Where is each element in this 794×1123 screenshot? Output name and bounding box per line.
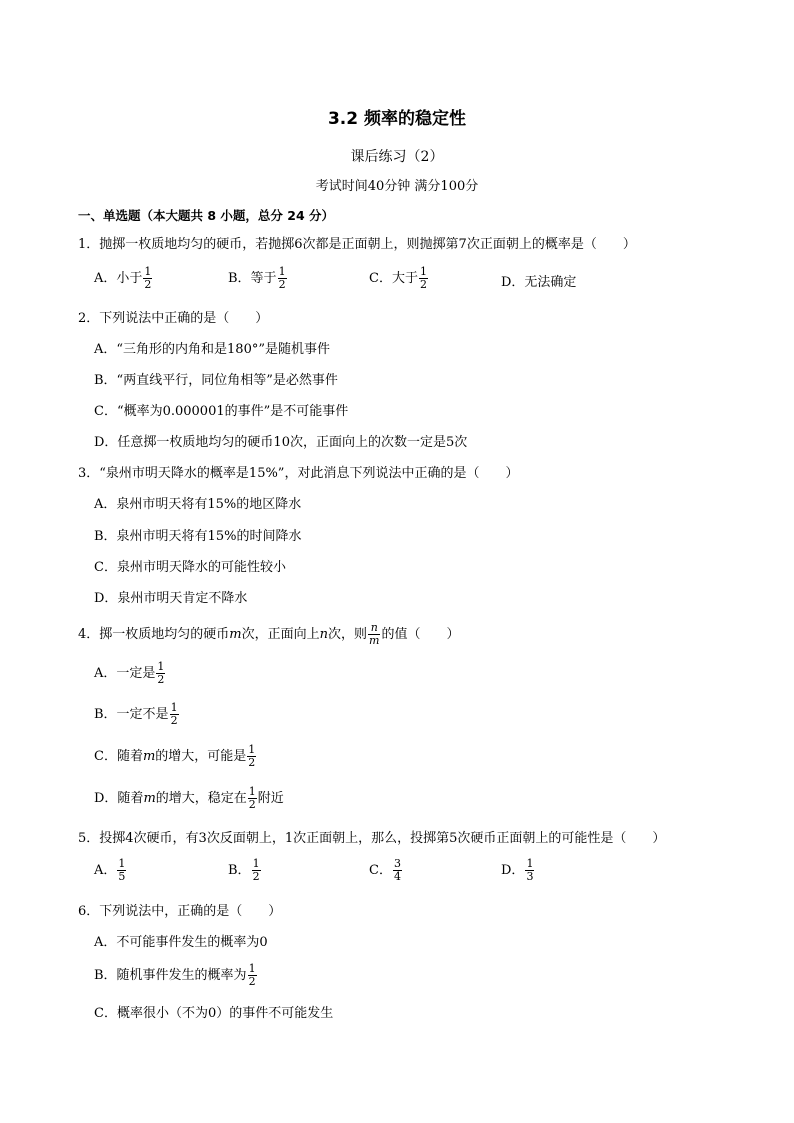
fraction-denominator: 2 bbox=[248, 798, 256, 811]
option-label: B．随机事件发生的概率为 bbox=[94, 968, 247, 983]
question-6-option-b bbox=[94, 963, 258, 988]
fraction-numerator: 1 bbox=[144, 265, 152, 278]
fraction-numerator: 1 bbox=[419, 265, 427, 278]
question-6-stem: 6．下列说法中，正确的是（ ） bbox=[78, 904, 282, 919]
fraction bbox=[248, 963, 257, 988]
question-4-stem bbox=[78, 622, 459, 647]
page-title: 3.2 频率的稳定性 bbox=[327, 109, 467, 129]
fraction-denominator: 3 bbox=[526, 870, 534, 883]
fraction bbox=[419, 266, 428, 291]
fraction bbox=[368, 622, 380, 647]
option-label: D．随着 bbox=[94, 791, 144, 806]
fraction-numerator: 1 bbox=[170, 701, 178, 714]
option-text: 附近 bbox=[257, 791, 284, 806]
fraction-denominator: 2 bbox=[278, 278, 286, 291]
question-2-stem: 2．下列说法中正确的是（ ） bbox=[78, 311, 269, 326]
question-1-option-b bbox=[228, 266, 288, 291]
question-2-option-c: C．“概率为0.000001的事件”是不可能事件 bbox=[94, 404, 349, 419]
stem-text: 的值（ ） bbox=[381, 627, 460, 642]
question-5-option-c bbox=[369, 858, 403, 883]
fraction-numerator: 1 bbox=[248, 962, 256, 975]
question-5-option-d bbox=[501, 858, 535, 883]
fraction-denominator: 2 bbox=[419, 278, 427, 291]
question-4-option-d bbox=[94, 786, 284, 811]
option-label: C．大于 bbox=[369, 271, 418, 286]
fraction-numerator: n bbox=[370, 621, 378, 634]
question-3-option-d: D．泉州市明天肯定不降水 bbox=[94, 591, 248, 606]
option-label: A． bbox=[94, 863, 117, 878]
fraction-denominator: m bbox=[369, 634, 380, 647]
fraction bbox=[248, 786, 257, 811]
question-5-option-b bbox=[228, 858, 262, 883]
question-1-option-a bbox=[94, 266, 153, 291]
question-3-option-a: A．泉州市明天将有15%的地区降水 bbox=[94, 497, 302, 512]
fraction-denominator: 4 bbox=[393, 870, 401, 883]
question-1-stem: 1．抛掷一枚质地均匀的硬币，若抛掷6次都是正面朝上，则抛掷第7次正面朝上的概率是（ ） bbox=[78, 237, 636, 252]
fraction bbox=[156, 661, 165, 686]
fraction-denominator: 2 bbox=[170, 714, 178, 727]
option-label: B． bbox=[228, 863, 251, 878]
fraction bbox=[143, 266, 152, 291]
option-label: B．一定不是 bbox=[94, 707, 169, 722]
fraction-denominator: 2 bbox=[248, 756, 256, 769]
question-5-option-a bbox=[94, 858, 127, 883]
stem-text: 4．掷一枚质地均匀的硬币 bbox=[78, 627, 230, 642]
option-label: B．等于 bbox=[228, 271, 277, 286]
fraction bbox=[247, 744, 256, 769]
fraction-numerator: 1 bbox=[526, 857, 534, 870]
question-4-option-a bbox=[94, 661, 166, 686]
option-label: D． bbox=[501, 863, 525, 878]
fraction-numerator: 1 bbox=[118, 857, 126, 870]
fraction bbox=[170, 702, 179, 727]
option-label: A．一定是 bbox=[94, 666, 156, 681]
fraction-numerator: 1 bbox=[248, 743, 256, 756]
question-2-option-a: A．“三角形的内角和是180°”是随机事件 bbox=[94, 342, 330, 357]
fraction bbox=[525, 858, 534, 883]
fraction-numerator: 3 bbox=[393, 857, 401, 870]
question-1-option-c bbox=[369, 266, 429, 291]
variable-m: m bbox=[143, 791, 156, 806]
fraction bbox=[278, 266, 287, 291]
section-heading: 一、单选题（本大题共 8 小题，总分 24 分） bbox=[78, 208, 335, 223]
exam-info: 考试时间40分钟 满分100分 bbox=[315, 179, 479, 194]
fraction-denominator: 2 bbox=[144, 278, 152, 291]
fraction bbox=[393, 858, 402, 883]
question-2-option-d: D．任意掷一枚质地均匀的硬币10次，正面向上的次数一定是5次 bbox=[94, 435, 468, 450]
stem-text: 次，则 bbox=[328, 627, 368, 642]
option-label: C． bbox=[369, 863, 392, 878]
option-text: 的增大，稳定在 bbox=[155, 791, 247, 806]
stem-text: 次，正面向上 bbox=[241, 627, 320, 642]
fraction-numerator: 1 bbox=[248, 785, 256, 798]
option-label: C．随着 bbox=[94, 749, 143, 764]
question-4-option-c bbox=[94, 744, 257, 769]
fraction-numerator: 1 bbox=[157, 660, 165, 673]
question-1-option-d: D．无法确定 bbox=[501, 275, 577, 290]
fraction bbox=[117, 858, 126, 883]
fraction-denominator: 2 bbox=[248, 975, 256, 988]
question-6-option-a: A．不可能事件发生的概率为0 bbox=[94, 935, 268, 950]
option-text: 的增大，可能是 bbox=[155, 749, 247, 764]
question-3-stem: 3．“泉州市明天降水的概率是15%”，对此消息下列说法中正确的是（ ） bbox=[78, 466, 519, 481]
question-4-option-b bbox=[94, 702, 180, 727]
fraction-denominator: 2 bbox=[157, 673, 165, 686]
fraction-numerator: 1 bbox=[278, 265, 286, 278]
variable-m: m bbox=[229, 627, 242, 642]
question-6-option-c: C．概率很小（不为0）的事件不可能发生 bbox=[94, 1006, 334, 1021]
fraction bbox=[252, 858, 261, 883]
option-label: A．小于 bbox=[94, 271, 143, 286]
variable-m: m bbox=[142, 749, 156, 764]
question-2-option-b: B．“两直线平行，同位角相等”是必然事件 bbox=[94, 373, 338, 388]
fraction-denominator: 2 bbox=[252, 870, 260, 883]
page-subtitle: 课后练习（2） bbox=[350, 149, 444, 165]
fraction-numerator: 1 bbox=[252, 857, 260, 870]
question-3-option-b: B．泉州市明天将有15%的时间降水 bbox=[94, 529, 302, 544]
question-3-option-c: C．泉州市明天降水的可能性较小 bbox=[94, 560, 286, 575]
variable-n: n bbox=[319, 627, 328, 642]
fraction-denominator: 5 bbox=[118, 870, 126, 883]
question-5-stem: 5．投掷4次硬币，有3次反面朝上，1次正面朝上，那么，投掷第5次硬币正面朝上的可能性是（ ） bbox=[78, 831, 666, 846]
